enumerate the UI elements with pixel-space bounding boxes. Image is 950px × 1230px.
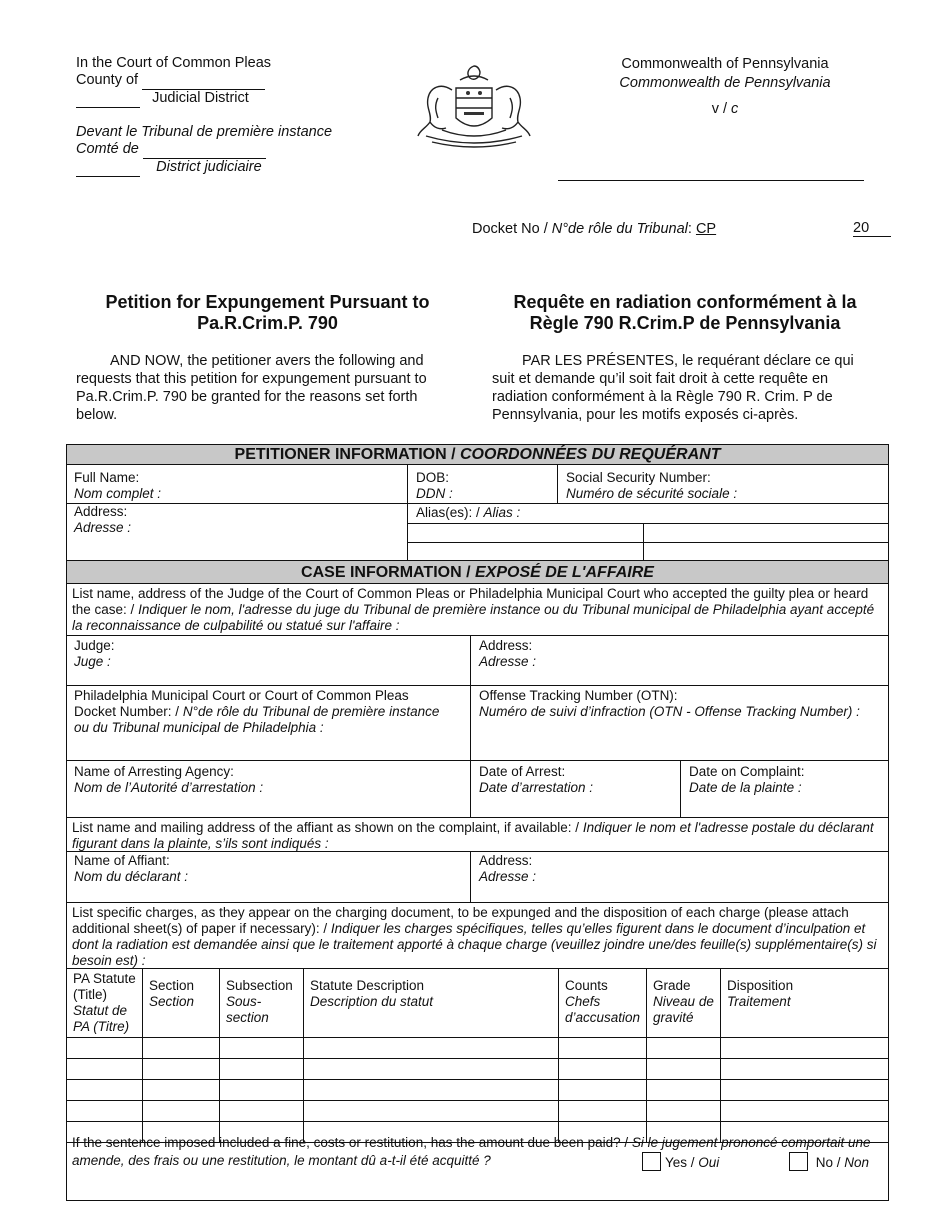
cell[interactable] <box>304 1080 559 1101</box>
charges-instructions <box>72 905 884 969</box>
judge-instructions-fr: Indiquer le nom, l'adresse du juge du Tribunal de première instance ou du Tribunal municipal de Philadelphia ayant accepté la reconnaissance de culpabilité ou statué sur l'affaire : <box>72 602 875 633</box>
col-counts-en: Counts <box>565 978 608 993</box>
judge-address-label-fr: Adresse : <box>479 654 537 669</box>
cell[interactable] <box>559 1038 647 1059</box>
cell[interactable] <box>559 1101 647 1122</box>
col-section-fr: Section <box>149 994 195 1009</box>
payment-question-en: If the sentence imposed included a fine, costs or restitution, has the amount due been paid? / <box>72 1135 629 1150</box>
dob-label-fr: DDN : <box>416 486 453 501</box>
divider <box>643 523 644 560</box>
versus-label-fr: c <box>731 101 739 117</box>
payment-question <box>72 1134 884 1170</box>
col-header-disposition <box>721 969 889 1038</box>
intro-en <box>76 352 456 424</box>
cell[interactable] <box>220 1101 304 1122</box>
title-fr: Requête en radiation conformément à la Règle 790 R.Crim.P de Pennsylvania <box>513 292 857 333</box>
cell[interactable] <box>67 1080 143 1101</box>
cell[interactable] <box>721 1080 889 1101</box>
alias-label-fr: Alias : <box>483 505 521 520</box>
address-label-fr: Adresse : <box>74 520 132 535</box>
divider <box>407 542 889 543</box>
docket-cp: CP <box>695 221 717 237</box>
col-header-grade <box>647 969 721 1038</box>
arrest-date-label-fr: Date d’arrestation : <box>479 780 594 795</box>
intro-en-text: AND NOW, the petitioner avers the following and requests that this petition for expungement pursuant to Pa.R.Crim.P. 790 be granted for the reasons set forth below. <box>76 353 427 423</box>
ssn-field[interactable] <box>566 470 737 502</box>
pennsylvania-seal-icon <box>412 62 536 152</box>
petitioner-header-en: PETITIONER INFORMATION / <box>234 446 456 463</box>
docket-label: Docket No / <box>472 221 548 237</box>
judge-address-field[interactable] <box>479 638 536 670</box>
yes-label: Yes / <box>665 1155 695 1170</box>
petitioner-header <box>66 444 889 465</box>
affiant-label: Name of Affiant: <box>74 853 170 868</box>
full-name-label: Full Name: <box>74 470 140 485</box>
case-header-fr: EXPOSÉ DE L'AFFAIRE <box>474 564 654 581</box>
court-line: In the Court of Common Pleas <box>76 55 272 71</box>
divider <box>66 851 889 852</box>
court-docket-label-fr: N°de rôle du Tribunal de première instance ou du Tribunal municipal de Philadelphia : <box>74 704 440 735</box>
cell[interactable] <box>67 1038 143 1059</box>
cell[interactable] <box>143 1080 220 1101</box>
judicial-district-label: Judicial District <box>152 90 249 106</box>
col-grade-fr: Niveau de gravité <box>653 994 714 1025</box>
judicial-district-label-fr: District judiciaire <box>156 159 262 175</box>
no-label: No / <box>815 1155 841 1170</box>
dob-label: DOB: <box>416 470 450 485</box>
col-header-description <box>304 969 559 1038</box>
no-checkbox[interactable] <box>789 1152 808 1171</box>
full-name-field[interactable] <box>74 470 161 502</box>
county-label: County of <box>76 72 139 88</box>
cell[interactable] <box>647 1059 721 1080</box>
table-row[interactable] <box>67 1059 889 1080</box>
divider <box>66 503 889 504</box>
yes-label-fr: Oui <box>698 1155 720 1170</box>
address-label: Address: <box>74 504 128 519</box>
docket-year-label: 20 <box>853 220 870 236</box>
col-counts-fr: Chefs d’accusation <box>565 994 641 1025</box>
cell[interactable] <box>721 1059 889 1080</box>
col-header-subsection <box>220 969 304 1038</box>
divider <box>407 523 889 524</box>
col-subsection-en: Subsection <box>226 978 293 993</box>
divider <box>66 817 889 818</box>
divider <box>407 465 408 560</box>
cell[interactable] <box>304 1038 559 1059</box>
otn-field[interactable] <box>479 688 860 720</box>
payment-no-option[interactable] <box>789 1152 869 1172</box>
col-header-section <box>143 969 220 1038</box>
cell[interactable] <box>143 1101 220 1122</box>
cell[interactable] <box>143 1059 220 1080</box>
petitioner-header-fr: COORDONNÉES DU REQUÉRANT <box>460 446 721 463</box>
alias-field[interactable] <box>416 505 520 521</box>
district-blank[interactable] <box>76 90 140 108</box>
complaint-date-field[interactable] <box>689 764 805 796</box>
otn-label: Offense Tracking Number (OTN): <box>479 688 678 703</box>
charges-instructions-en: List specific charges, as they appear on the charging document, to be expunged and the disposition of each charge (please attach additional sheet(s) of paper if necessary): / <box>72 905 849 936</box>
no-label-fr: Non <box>844 1155 870 1170</box>
cell[interactable] <box>220 1038 304 1059</box>
charges-instructions-fr: Indiquer les charges spécifiques, telles qu’elles figurent dans le document d’inculpation et dont la radiation est demandée ainsi que le traitement apporté à chaque charge (veuillez joindre une/des feuille(s) supplémentaire(s) si besoin est) : <box>72 921 877 968</box>
table-row[interactable] <box>67 1101 889 1122</box>
court-docket-label: Philadelphia Municipal Court or Court of Common Pleas Docket Number: / <box>74 688 409 719</box>
docket-line <box>472 221 716 237</box>
cell[interactable] <box>721 1038 889 1059</box>
col-disposition-en: Disposition <box>727 978 794 993</box>
court-docket-field[interactable] <box>74 688 454 736</box>
case-header-en: CASE INFORMATION / <box>301 564 471 581</box>
court-line-fr: Devant le Tribunal de première instance <box>76 124 333 140</box>
col-statute-fr: Statut de PA (Titre) <box>73 1003 130 1034</box>
affiant-label-fr: Nom du déclarant : <box>74 869 189 884</box>
table-row[interactable] <box>67 1080 889 1101</box>
judge-label: Judge: <box>74 638 115 653</box>
yes-checkbox[interactable] <box>642 1152 661 1171</box>
col-disposition-fr: Traitement <box>727 994 791 1009</box>
county-blank-fr[interactable] <box>143 141 266 159</box>
divider <box>557 465 558 503</box>
court-block <box>76 55 332 177</box>
versus-label: v / <box>711 101 728 117</box>
arresting-agency-field[interactable] <box>74 764 263 796</box>
intro-fr-text: PAR LES PRÉSENTES, le requérant déclare ce qui suit et demande qu’il soit fait droit à cette requête en radiation conformément à la Règle 790 R. Crim. P de Pennsylvania, pour les motifs exposés ci-après. <box>492 353 854 423</box>
caption-block <box>595 55 855 119</box>
otn-label-fr: Numéro de suivi d’infraction (OTN - Offense Tracking Number) : <box>479 704 860 719</box>
judge-address-label: Address: <box>479 638 533 653</box>
dob-field[interactable] <box>416 470 453 502</box>
cell[interactable] <box>67 1059 143 1080</box>
judge-label-fr: Juge : <box>74 654 111 669</box>
col-description-en: Statute Description <box>310 978 425 993</box>
full-name-label-fr: Nom complet : <box>74 486 162 501</box>
county-label-fr: Comté de <box>76 141 139 157</box>
table-row[interactable] <box>67 1038 889 1059</box>
cell[interactable] <box>647 1101 721 1122</box>
affiant-instructions <box>72 820 884 852</box>
cell[interactable] <box>220 1059 304 1080</box>
arrest-date-field[interactable] <box>479 764 593 796</box>
defendant-name-line[interactable] <box>558 180 864 181</box>
col-subsection-fr: Sous-section <box>226 994 269 1025</box>
docket-colon: : <box>687 221 692 237</box>
judge-field[interactable] <box>74 638 115 670</box>
col-section-en: Section <box>149 978 195 993</box>
col-header-statute <box>67 969 143 1038</box>
complaint-date-label: Date on Complaint: <box>689 764 805 779</box>
cell[interactable] <box>721 1101 889 1122</box>
judge-instructions <box>72 586 884 634</box>
commonwealth-label: Commonwealth of Pennsylvania <box>621 56 829 72</box>
docket-year[interactable] <box>853 221 891 237</box>
divider <box>680 760 681 817</box>
affiant-address-field[interactable] <box>479 853 536 885</box>
col-header-counts <box>559 969 647 1038</box>
payment-question-fr: Si le jugement prononcé comportait une amende, des frais ou une restitution, le montant dû a-t-il été acquitté ? <box>72 1135 871 1168</box>
docket-label-fr: N°de rôle du Tribunal <box>551 221 688 237</box>
county-blank[interactable] <box>142 72 265 90</box>
cell[interactable] <box>559 1080 647 1101</box>
affiant-instructions-fr: Indiquer le nom et l'adresse postale du déclarant figurant dans la plainte, s’ils sont indiqués : <box>72 820 874 851</box>
title-en: Petition for Expungement Pursuant to Pa.R.Crim.P. 790 <box>105 292 430 333</box>
address-field[interactable] <box>74 504 131 536</box>
divider <box>66 760 889 761</box>
divider <box>66 902 889 903</box>
affiant-instructions-en: List name and mailing address of the affiant as shown on the complaint, if available: / <box>72 820 580 835</box>
ssn-label: Social Security Number: <box>566 470 711 485</box>
alias-label: Alias(es): / <box>416 505 480 520</box>
cell[interactable] <box>220 1080 304 1101</box>
judge-instructions-en: List name, address of the Judge of the Court of Common Pleas or Philadelphia Municipal Court who accepted the guilty plea or heard the case: / <box>72 586 869 617</box>
col-statute-en: PA Statute (Title) <box>73 971 136 1002</box>
cell[interactable] <box>647 1080 721 1101</box>
cell[interactable] <box>67 1101 143 1122</box>
cell[interactable] <box>304 1059 559 1080</box>
divider <box>66 685 889 686</box>
cell[interactable] <box>647 1038 721 1059</box>
case-header <box>66 560 889 584</box>
affiant-name-field[interactable] <box>74 853 188 885</box>
payment-yes-option[interactable] <box>642 1152 719 1172</box>
cell[interactable] <box>559 1059 647 1080</box>
arrest-date-label: Date of Arrest: <box>479 764 566 779</box>
cell[interactable] <box>143 1038 220 1059</box>
col-description-fr: Description du statut <box>310 994 434 1009</box>
cell[interactable] <box>304 1101 559 1122</box>
ssn-label-fr: Numéro de sécurité sociale : <box>566 486 738 501</box>
agency-label-fr: Nom de l’Autorité d’arrestation : <box>74 780 264 795</box>
agency-label: Name of Arresting Agency: <box>74 764 234 779</box>
district-blank-fr[interactable] <box>76 159 140 177</box>
complaint-date-label-fr: Date de la plainte : <box>689 780 802 795</box>
divider <box>470 851 471 902</box>
divider <box>470 635 471 817</box>
affiant-address-label-fr: Adresse : <box>479 869 537 884</box>
intro-fr <box>492 352 867 424</box>
charges-table <box>66 968 889 1143</box>
col-grade-en: Grade <box>653 978 691 993</box>
divider <box>66 635 889 636</box>
commonwealth-label-fr: Commonwealth de Pennsylvania <box>619 75 831 91</box>
affiant-address-label: Address: <box>479 853 533 868</box>
charges-header-row <box>67 969 889 1038</box>
